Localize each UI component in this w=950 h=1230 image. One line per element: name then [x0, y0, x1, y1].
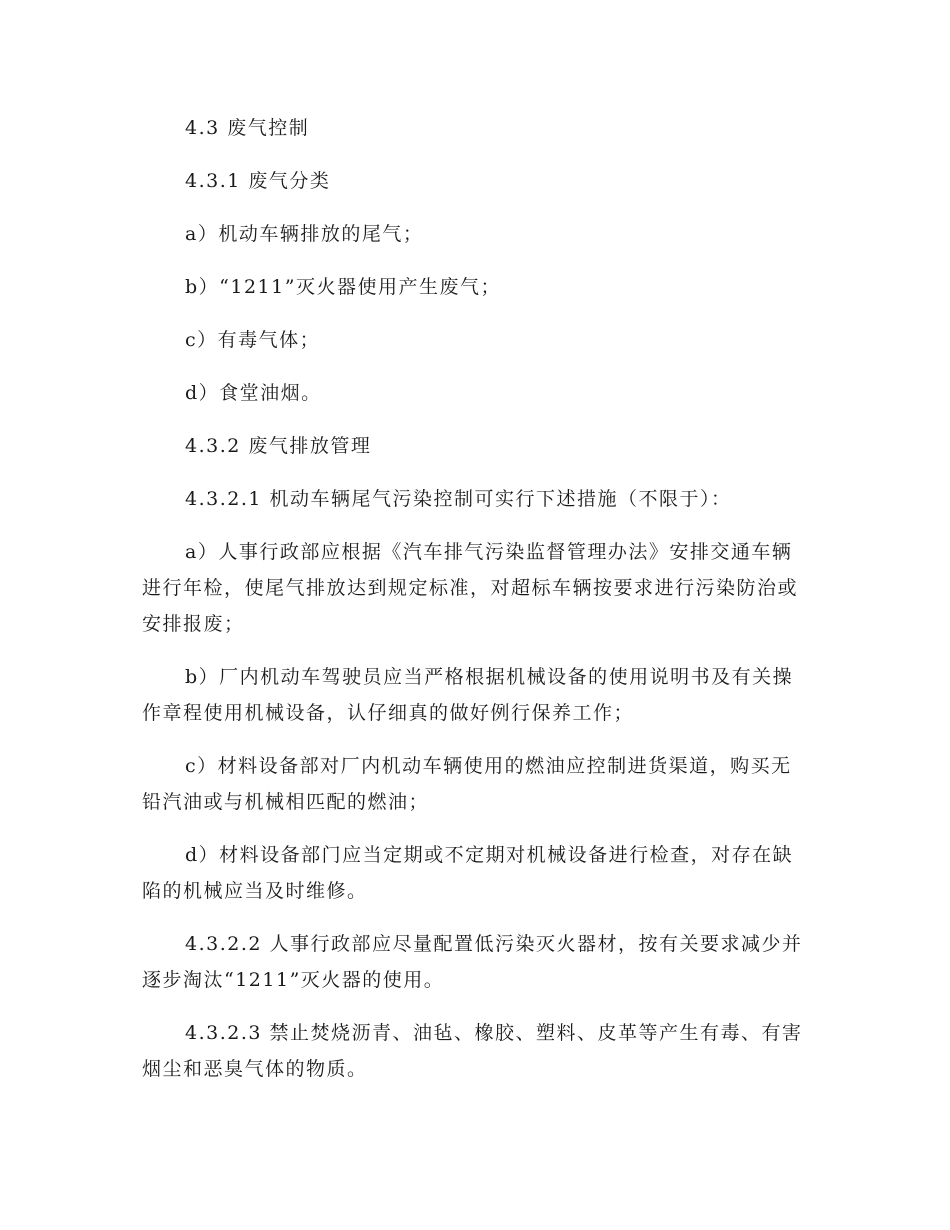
clause-4-3-2-3: 4.3.2.3 禁止焚烧沥青、油毡、橡胶、塑料、皮革等产生有毒、有害烟尘和恶臭气体的物质。	[142, 1022, 803, 1080]
subsection-heading-4-3-2: 4.3.2 废气排放管理	[185, 435, 372, 457]
list-item-b-extinguisher-gas: b）“1211”灭火器使用产生废气；	[185, 276, 501, 298]
clause-item-d-equipment-inspection: d）材料设备部门应当定期或不定期对机械设备进行检查，对存在缺陷的机械应当及时维修。	[142, 844, 794, 902]
section-heading-4-3: 4.3 废气控制	[185, 117, 310, 139]
clause-item-b-driver-maintenance: b）厂内机动车驾驶员应当严格根据机械设备的使用说明书及有关操作章程使用机械设备，认仔细真的做好例行保养工作；	[142, 666, 794, 724]
list-item-c-toxic-gas: c）有毒气体；	[185, 329, 321, 351]
subsection-heading-4-3-1: 4.3.1 废气分类	[185, 170, 331, 192]
clause-4-3-2-1: 4.3.2.1 机动车辆尾气污染控制可实行下述措施（不限于）：	[185, 488, 732, 510]
clause-item-a-annual-inspection: a）人事行政部应根据《汽车排气污染监督管理办法》安排交通车辆进行年检，使尾气排放达到规定标准，对超标车辆按要求进行污染防治或安排报废；	[142, 541, 799, 635]
list-item-d-kitchen-fumes: d）食堂油烟。	[185, 382, 322, 404]
clause-item-c-fuel-control: c）材料设备部对厂内机动车辆使用的燃油应控制进货渠道，购买无铅汽油或与机械相匹配的燃油；	[142, 755, 792, 813]
list-item-a-vehicle-exhaust: a）机动车辆排放的尾气；	[185, 223, 424, 245]
clause-4-3-2-2: 4.3.2.2 人事行政部应尽量配置低污染灭火器材，按有关要求减少并逐步淘汰“1211”灭火器的使用。	[142, 933, 803, 991]
document-body	[142, 110, 808, 1087]
